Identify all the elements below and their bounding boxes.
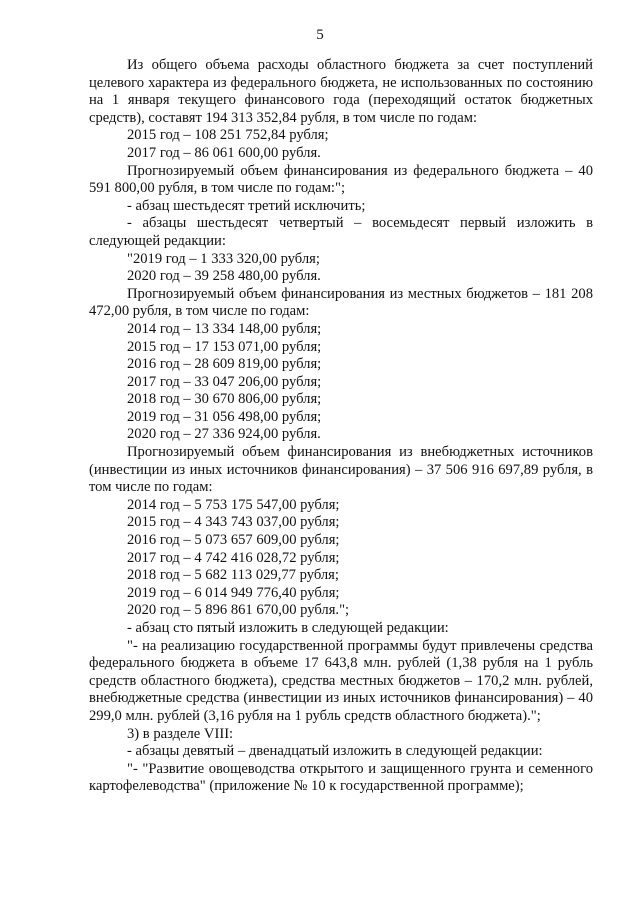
paragraph: "- "Развитие овощеводства открытого и защищенного грунта и семенного картофелеводства" (приложение № 10 к государственной программе); xyxy=(89,760,593,795)
year-line: 2020 год – 5 896 861 670,00 рубля."; xyxy=(127,602,350,619)
year-line: 2019 год – 6 014 949 776,40 рубля; xyxy=(127,584,340,601)
instruction-line: - абзацы девятый – двенадцатый изложить в следующей редакции: xyxy=(127,743,543,760)
paragraph: Прогнозируемый объем финансирования из местных бюджетов – 181 208 472,00 рубля, в том числе по годам: xyxy=(89,285,593,320)
year-line: 2015 год – 4 343 743 037,00 рубля; xyxy=(127,514,340,531)
year-line: 2020 год – 39 258 480,00 рубля. xyxy=(127,268,321,285)
paragraph: Прогнозируемый объем финансирования из федерального бюджета – 40 591 800,00 рубля, в том числе по годам:"; xyxy=(89,162,593,197)
year-line: 2018 год – 5 682 113 029,77 рубля; xyxy=(127,567,339,584)
year-line: 2020 год – 27 336 924,00 рубля. xyxy=(127,426,321,443)
paragraph: Прогнозируемый объем финансирования из внебюджетных источников (инвестиции из иных источников финансирования) – 37 506 916 697,89 рубля, в том числе по годам: xyxy=(89,444,593,496)
year-line: 2018 год – 30 670 806,00 рубля; xyxy=(127,391,322,408)
year-line: 2017 год – 86 061 600,00 рубля. xyxy=(127,144,321,161)
paragraph: "- на реализацию государственной программы будут привлечены средства федерального бюджета в объеме 17 643,8 млн. рублей (1,38 рубля на 1 рубль средств областного бюджета), средства местных бюджетов – 170,2 млн. рублей, внебюджетные средства (инвестиции из иных источников финансирования) – 40 299,0 млн. рублей (3,16 рубля на 1 рубль средств областного бюджета)."; xyxy=(89,637,593,724)
year-line: 2015 год – 17 153 071,00 рубля; xyxy=(127,338,322,355)
document-body xyxy=(89,57,593,796)
year-line: 2016 год – 28 609 819,00 рубля; xyxy=(127,356,322,373)
page-number: 5 xyxy=(316,27,324,43)
instruction-line: - абзац сто пятый изложить в следующей редакции: xyxy=(127,620,449,636)
year-line: 2017 год – 4 742 416 028,72 рубля; xyxy=(127,549,340,566)
instruction-line: - абзац шестьдесят третий исключить; xyxy=(127,197,366,214)
paragraph: Из общего объема расходы областного бюджета за счет поступлений целевого характера из федерального бюджета, не использованных по состоянию на 1 января текущего финансового года (переходящий остаток бюджетных средств), составят 194 313 352,84 рубля, в том числе по годам: xyxy=(89,57,593,126)
year-line: 2014 год – 5 753 175 547,00 рубля; xyxy=(127,496,340,513)
paragraph: - абзацы шестьдесят четвертый – восемьдесят первый изложить в следующей редакции: xyxy=(89,215,593,249)
section-line: 3) в разделе VIII: xyxy=(127,725,234,742)
year-line: 2014 год – 13 334 148,00 рубля; xyxy=(127,320,322,337)
year-line: 2015 год – 108 251 752,84 рубля; xyxy=(127,127,329,144)
year-line: 2019 год – 31 056 498,00 рубля; xyxy=(127,408,322,425)
year-line: 2016 год – 5 073 657 609,00 рубля; xyxy=(127,532,340,549)
year-line: 2017 год – 33 047 206,00 рубля; xyxy=(127,373,322,390)
year-line: "2019 год – 1 333 320,00 рубля; xyxy=(127,250,320,267)
